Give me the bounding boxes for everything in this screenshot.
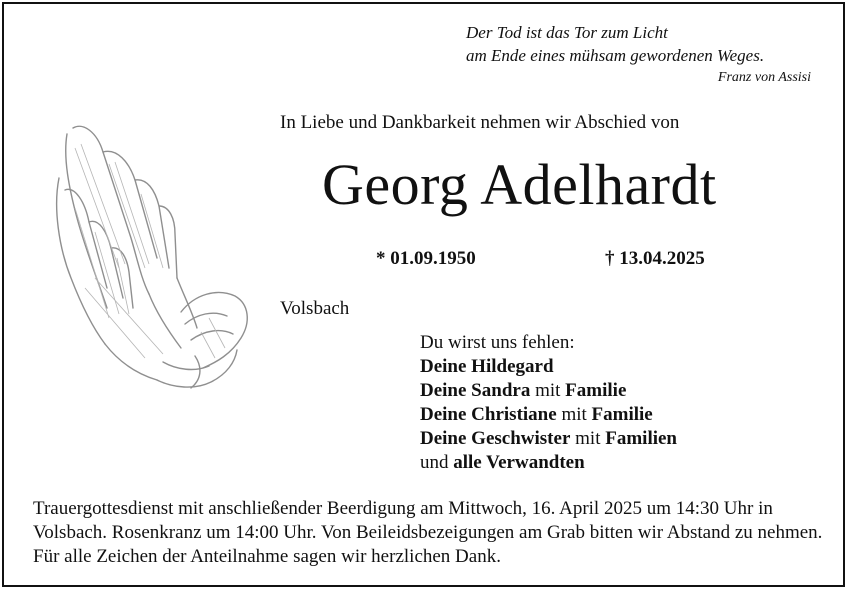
quote-author: Franz von Assisi [717,70,811,85]
quote-line-1: Der Tod ist das Tor zum Licht [466,23,668,42]
mourner-line: Deine Christiane mit Familie [420,404,653,425]
mourner-line: Deine Sandra mit Familie [420,380,627,401]
place: Volsbach [280,298,350,319]
service-info: Trauergottesdienst mit anschließender Beerdigung am Mittwoch, 16. April 2025 um 14:30 Uhr in Volsbach. Rosenkranz um 14:00 Uhr. Von Beileidsbezeigungen am Grab bitten wir Abstand zu nehmen. Für alle Zeichen der Anteilnahme sagen wir herzlichen Dank. [33,498,823,567]
birth-date: * 01.09.1950 [376,248,476,269]
mourner-line: Deine Geschwister mit Familien [420,428,678,449]
intro-text: In Liebe und Dankbarkeit nehmen wir Abschied von [280,112,680,133]
mourners-heading: Du wirst uns fehlen: [420,332,575,353]
death-date: † 13.04.2025 [605,248,705,269]
praying-hands-icon [45,118,255,400]
quote-line-2: am Ende eines mühsam gewordenen Weges. [466,46,765,65]
deceased-name: Georg Adelhardt [322,152,717,217]
mourner-line: Deine Hildegard [420,356,554,377]
mourners-list [420,331,677,475]
mourner-line: und alle Verwandten [420,452,585,473]
